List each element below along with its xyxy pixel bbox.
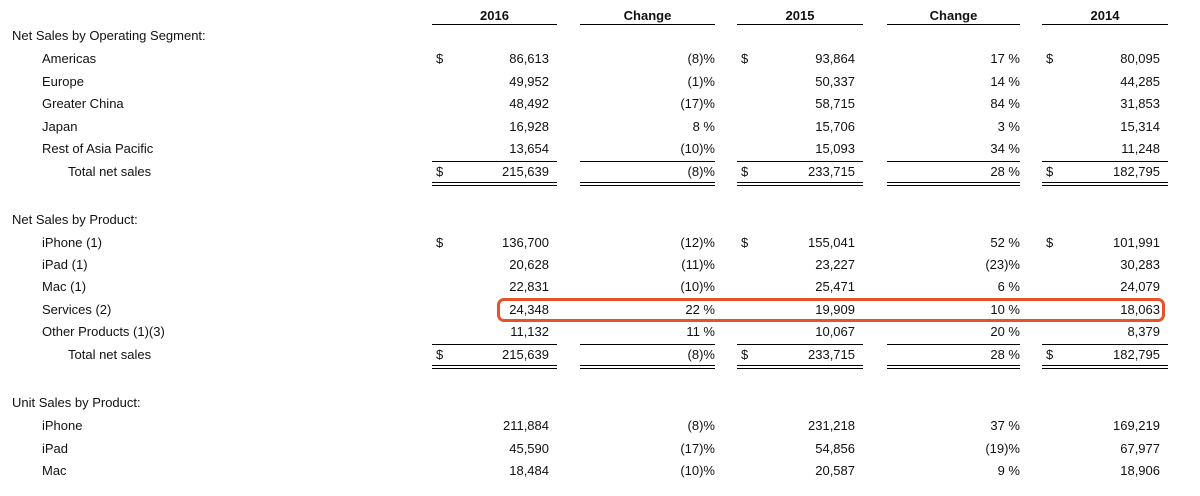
row-label: iPad (1) xyxy=(42,257,88,272)
row-label: Japan xyxy=(42,119,78,134)
cell-value: 13,654 xyxy=(509,141,549,156)
cell-value: 80,095 xyxy=(1120,51,1160,66)
column-header: 2015 xyxy=(737,8,863,25)
cell-value: 10 % xyxy=(990,302,1020,317)
cell-value: 34 % xyxy=(990,141,1020,156)
cell-value: 50,337 xyxy=(815,74,855,89)
row-label: Mac xyxy=(42,463,67,478)
cell-value: 20,628 xyxy=(509,257,549,272)
total-double-rule xyxy=(887,365,1020,369)
subtotal-rule xyxy=(737,161,863,162)
total-double-rule xyxy=(737,365,863,369)
cell-value: 10,067 xyxy=(815,324,855,339)
subtotal-rule xyxy=(432,161,557,162)
total-double-rule xyxy=(432,365,557,369)
cell-value: (17)% xyxy=(680,96,715,111)
cell-value: 30,283 xyxy=(1120,257,1160,272)
cell-value: 58,715 xyxy=(815,96,855,111)
currency-symbol: $ xyxy=(436,164,444,179)
total-double-rule xyxy=(1042,182,1168,186)
subtotal-rule xyxy=(887,161,1020,162)
cell-value: 19,909 xyxy=(815,302,855,317)
currency-symbol: $ xyxy=(1046,51,1054,66)
cell-value: 8,379 xyxy=(1127,324,1160,339)
currency-symbol: $ xyxy=(436,51,444,66)
cell-value: 182,795 xyxy=(1113,347,1160,362)
cell-value: 169,219 xyxy=(1113,418,1160,433)
cell-value: 182,795 xyxy=(1113,164,1160,179)
currency-symbol: $ xyxy=(436,347,444,362)
cell-value: 101,991 xyxy=(1113,235,1160,250)
cell-value: 3 % xyxy=(997,119,1020,134)
total-double-rule xyxy=(580,365,715,369)
cell-value: 211,884 xyxy=(502,418,549,433)
total-double-rule xyxy=(1042,365,1168,369)
cell-value: 67,977 xyxy=(1120,441,1160,456)
currency-symbol: $ xyxy=(741,347,749,362)
cell-value: 233,715 xyxy=(808,347,855,362)
column-header: Change xyxy=(580,8,715,25)
section-title: Net Sales by Operating Segment: xyxy=(12,28,206,43)
cell-value: 28 % xyxy=(990,164,1020,179)
cell-value: 18,063 xyxy=(1120,302,1160,317)
row-label: Greater China xyxy=(42,96,124,111)
cell-value: 37 % xyxy=(990,418,1020,433)
cell-value: 18,906 xyxy=(1120,463,1160,478)
row-label: iPhone (1) xyxy=(42,235,102,250)
cell-value: 31,853 xyxy=(1120,96,1160,111)
cell-value: 22 % xyxy=(685,302,715,317)
cell-value: (17)% xyxy=(680,441,715,456)
currency-symbol: $ xyxy=(741,164,749,179)
cell-value: 86,613 xyxy=(509,51,549,66)
currency-symbol: $ xyxy=(741,51,749,66)
cell-value: 52 % xyxy=(990,235,1020,250)
cell-value: 155,041 xyxy=(808,235,855,250)
cell-value: 84 % xyxy=(990,96,1020,111)
cell-value: 45,590 xyxy=(509,441,549,456)
cell-value: (12)% xyxy=(680,235,715,250)
cell-value: 215,639 xyxy=(502,347,549,362)
subtotal-rule xyxy=(1042,161,1168,162)
cell-value: 15,093 xyxy=(815,141,855,156)
row-label: Mac (1) xyxy=(42,279,87,294)
cell-value: 44,285 xyxy=(1120,74,1160,89)
cell-value: (19)% xyxy=(985,441,1020,456)
highlight-box xyxy=(497,298,1165,322)
cell-value: (8)% xyxy=(687,51,715,66)
subtotal-rule xyxy=(1042,344,1168,345)
section-title: Net Sales by Product: xyxy=(12,212,138,227)
row-label: Europe xyxy=(42,74,84,89)
subtotal-rule xyxy=(737,344,863,345)
cell-value: 9 % xyxy=(997,463,1020,478)
cell-value: 20 % xyxy=(990,324,1020,339)
currency-symbol: $ xyxy=(1046,235,1054,250)
total-double-rule xyxy=(887,182,1020,186)
row-label: Americas xyxy=(42,51,97,66)
column-header: Change xyxy=(887,8,1020,25)
row-label: iPad xyxy=(42,441,69,456)
cell-value: 23,227 xyxy=(815,257,855,272)
cell-value: 136,700 xyxy=(502,235,549,250)
cell-value: 15,706 xyxy=(815,119,855,134)
subtotal-rule xyxy=(887,344,1020,345)
row-label: Rest of Asia Pacific xyxy=(42,141,154,156)
row-label: Other Products (1)(3) xyxy=(42,324,165,339)
cell-value: (8)% xyxy=(687,418,715,433)
cell-value: (23)% xyxy=(985,257,1020,272)
row-label: iPhone xyxy=(42,418,83,433)
cell-value: 18,484 xyxy=(509,463,549,478)
subtotal-rule xyxy=(580,161,715,162)
total-row-label: Total net sales xyxy=(68,347,152,362)
cell-value: 6 % xyxy=(997,279,1020,294)
cell-value: 11,248 xyxy=(1121,141,1160,156)
total-double-rule xyxy=(432,182,557,186)
cell-value: (1)% xyxy=(687,74,715,89)
cell-value: 28 % xyxy=(990,347,1020,362)
cell-value: 8 % xyxy=(692,119,715,134)
row-label: Services (2) xyxy=(42,302,112,317)
cell-value: (11)% xyxy=(681,257,715,272)
cell-value: 24,079 xyxy=(1120,279,1160,294)
cell-value: 11 % xyxy=(686,324,715,339)
cell-value: 14 % xyxy=(990,74,1020,89)
column-header: 2016 xyxy=(432,8,557,25)
cell-value: 25,471 xyxy=(815,279,855,294)
subtotal-rule xyxy=(580,344,715,345)
cell-value: (10)% xyxy=(680,279,715,294)
cell-value: 231,218 xyxy=(808,418,855,433)
cell-value: 22,831 xyxy=(509,279,549,294)
section-title: Unit Sales by Product: xyxy=(12,395,141,410)
cell-value: 11,132 xyxy=(510,324,549,339)
cell-value: 20,587 xyxy=(815,463,855,478)
cell-value: (8)% xyxy=(687,347,715,362)
cell-value: (8)% xyxy=(687,164,715,179)
total-row-label: Total net sales xyxy=(68,164,152,179)
cell-value: 49,952 xyxy=(509,74,549,89)
currency-symbol: $ xyxy=(436,235,444,250)
currency-symbol: $ xyxy=(1046,164,1054,179)
cell-value: 54,856 xyxy=(815,441,855,456)
column-header: 2014 xyxy=(1042,8,1168,25)
currency-symbol: $ xyxy=(1046,347,1054,362)
cell-value: 93,864 xyxy=(815,51,855,66)
subtotal-rule xyxy=(432,344,557,345)
cell-value: (10)% xyxy=(680,463,715,478)
cell-value: 16,928 xyxy=(509,119,549,134)
cell-value: (10)% xyxy=(680,141,715,156)
cell-value: 17 % xyxy=(990,51,1020,66)
total-double-rule xyxy=(737,182,863,186)
total-double-rule xyxy=(580,182,715,186)
cell-value: 24,348 xyxy=(509,302,549,317)
cell-value: 233,715 xyxy=(808,164,855,179)
cell-value: 15,314 xyxy=(1120,119,1160,134)
cell-value: 48,492 xyxy=(509,96,549,111)
cell-value: 215,639 xyxy=(502,164,549,179)
currency-symbol: $ xyxy=(741,235,749,250)
